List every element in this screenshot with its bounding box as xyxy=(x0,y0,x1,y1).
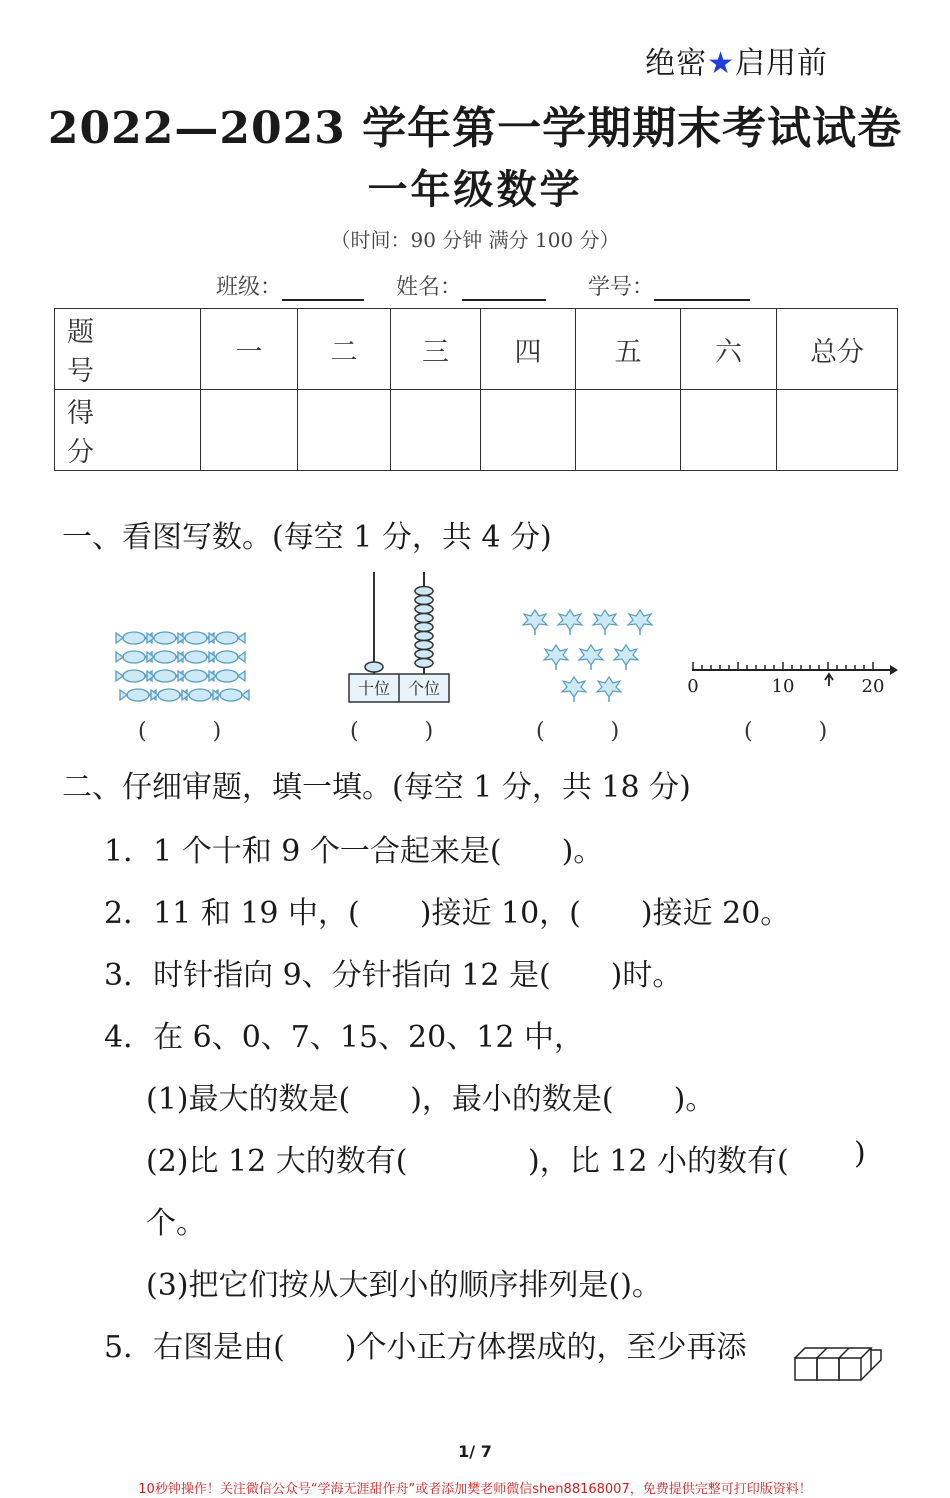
score-cell[interactable] xyxy=(576,390,681,471)
table-cell: 五 xyxy=(576,309,681,390)
question-4-2c: ) xyxy=(854,1136,866,1171)
section2-title: 二、仔细审题，填一填。(每空 1 分，共 18 分) xyxy=(62,770,691,805)
table-row xyxy=(55,390,898,471)
exam-subtitle: 一年级数学 xyxy=(367,166,583,213)
numberline-label-10: 10 xyxy=(771,676,795,697)
question-4: 4．在 6、0、7、15、20、12 中， xyxy=(104,1020,584,1055)
footer-note: 10秒钟操作！关注微信公众号“学海无涯甜作舟”或者添加樊老师微信shen88168007，免费提供完整可打印版资料！ xyxy=(138,1482,812,1497)
score-table xyxy=(54,308,898,471)
class-field: 班级： xyxy=(216,270,364,301)
section1-title: 一、看图写数。(每空 1 分，共 4 分) xyxy=(62,520,552,555)
question-4-2d: 个。 xyxy=(146,1206,206,1241)
answer-blank-2[interactable]: ( ) xyxy=(350,719,434,744)
numberline-label-20: 20 xyxy=(861,676,885,697)
score-cell[interactable] xyxy=(201,390,298,471)
answer-blank-4[interactable]: ( ) xyxy=(744,719,828,744)
table-cell: 总分 xyxy=(777,309,898,390)
score-cell[interactable] xyxy=(391,390,481,471)
table-cell: 二 xyxy=(298,309,391,390)
question-4-3: (3)把它们按从大到小的顺序排列是()。 xyxy=(146,1268,662,1303)
question-1: 1．1 个十和 9 个一合起来是( )。 xyxy=(104,834,604,869)
score-cell[interactable] xyxy=(777,390,898,471)
question-4-1: (1)最大的数是( )，最小的数是( )。 xyxy=(146,1082,716,1117)
confidential-label: 绝密★启用前 xyxy=(645,46,828,81)
table-cell: 四 xyxy=(481,309,576,390)
question-3: 3．时针指向 9、分针指向 12 是( )时。 xyxy=(104,958,683,993)
score-cell[interactable] xyxy=(681,390,777,471)
name-field: 姓名： xyxy=(396,270,546,301)
answer-blank-1[interactable]: ( ) xyxy=(138,719,222,744)
numberline-label-0: 0 xyxy=(687,676,699,697)
question-4-2b: )，比 12 小的数有( xyxy=(528,1144,789,1179)
question-2: 2．11 和 19 中，( )接近 10，( )接近 20。 xyxy=(104,896,791,931)
table-cell: 六 xyxy=(681,309,777,390)
question-4-2a: (2)比 12 大的数有( xyxy=(146,1144,408,1179)
question-5: 5．右图是由( )个小正方体摆成的，至少再添 xyxy=(104,1330,747,1365)
candy-row-1 xyxy=(116,632,245,644)
table-cell: 题 号 xyxy=(55,309,201,390)
score-cell[interactable] xyxy=(481,390,576,471)
time-note: （时间：90 分钟 满分 100 分） xyxy=(330,228,620,252)
page-number: 1/ 7 xyxy=(458,1442,492,1461)
abacus-ones-label: 个位 xyxy=(407,679,441,698)
arrow-up-icon xyxy=(825,674,833,686)
candy-picture xyxy=(114,626,258,708)
abacus-picture xyxy=(344,570,454,706)
table-cell: 一 xyxy=(201,309,298,390)
answer-blank-3[interactable]: ( ) xyxy=(536,719,620,744)
abacus-tens-label: 十位 xyxy=(357,679,391,698)
table-cell: 得 分 xyxy=(55,390,201,471)
table-row xyxy=(55,309,898,390)
number-line-picture xyxy=(676,656,900,698)
student-id-field: 学号： xyxy=(588,270,750,301)
star-icon: ★ xyxy=(707,46,735,81)
leaves-picture xyxy=(516,606,662,706)
table-cell: 三 xyxy=(391,309,481,390)
exam-title: 2022—2023 学年第一学期期末考试试卷 xyxy=(47,103,903,154)
score-cell[interactable] xyxy=(298,390,391,471)
cubes-picture xyxy=(792,1344,884,1384)
